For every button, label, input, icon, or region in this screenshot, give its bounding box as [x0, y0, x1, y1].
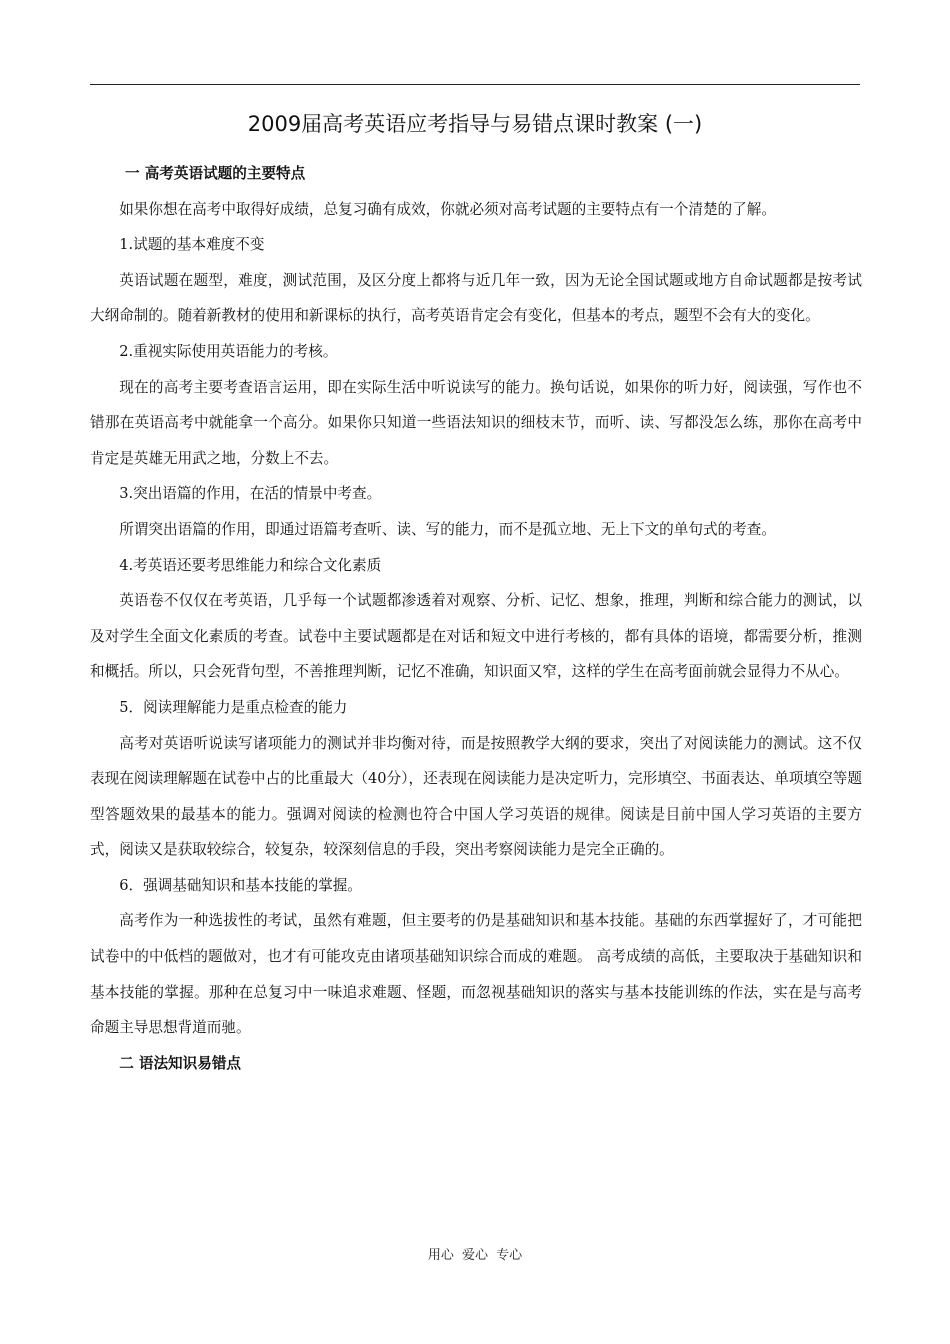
point-body: 高考对英语听说读写诸项能力的测试并非均衡对待，而是按照教学大纲的要求，突出了对阅读能力的测试。这不仅表现在阅读理解题在试卷中占的比重最大（40分），还表现在阅读能力是决定听力，完形填空、书面表达、单项填空等题型答题效果的最基本的能力。强调对阅读的检测也符合中国人学习英语的规律。阅读是目前中国人学习英语的主要方式，阅读又是获取较综合，较复杂，较深刻信息的手段，突出考察阅读能力是完全正确的。	[90, 734, 862, 859]
point-title: 1.试题的基本难度不变	[119, 236, 265, 254]
point-body: 高考作为一种选拔性的考试，虽然有难题，但主要考的仍是基础知识和基本技能。基础的东西掌握好了，才可能把试卷中的中低档的题做对，也才有可能攻克由诸项基础知识综合而成的难题。 高考成绩的高低，主要取决于基础知识和基本技能的掌握。那种在总复习中一味追求难题、怪题，而忽视基础知识的落实与基本技能训练的作法，实在是与高考命题主导思想背道而驰。	[90, 912, 862, 1037]
section-heading-2: 二 语法知识易错点	[119, 1054, 242, 1072]
point-title: 4.考英语还要考思维能力和综合文化素质	[119, 556, 382, 574]
point-body: 所谓突出语篇的作用，即通过语篇考查听、读、写的能力，而不是孤立地、无上下文的单句式的考查。	[119, 520, 776, 538]
header-rule	[90, 84, 860, 85]
point-title: 5．阅读理解能力是重点检查的能力	[119, 698, 348, 716]
page-footer: 用心 爱心 专心	[427, 1248, 523, 1263]
section-intro: 如果你想在高考中取得好成绩，总复习确有成效，你就必须对高考试题的主要特点有一个清楚的了解。	[119, 200, 776, 218]
point-title: 6．强调基础知识和基本技能的掌握。	[119, 876, 362, 894]
point-body: 英语卷不仅仅在考英语，几乎每一个试题都渗透着对观察、分析、记忆、想象，推理，判断和综合能力的测试，以及对学生全面文化素质的考查。试卷中主要试题都是在对话和短文中进行考核的，都有具体的语境，都需要分析，推测和概括。所以，只会死背句型，不善推理判断，记忆不准确，知识面又窄，这样的学生在高考面前就会显得力不从心。	[90, 592, 862, 681]
point-title: 2.重视实际使用英语能力的考核。	[119, 342, 338, 360]
point-title: 3.突出语篇的作用，在活的情景中考查。	[119, 485, 382, 503]
point-body: 现在的高考主要考查语言运用，即在实际生活中听说读写的能力。换句话说，如果你的听力好，阅读强，写作也不错那在英语高考中就能拿一个高分。如果你只知道一些语法知识的细枝末节，而听、读、写都没怎么练，那你在高考中肯定是英雄无用武之地，分数上不去。	[90, 378, 862, 467]
document-body	[90, 156, 862, 1081]
document-title: 2009届高考英语应考指导与易错点课时教案 (一)	[247, 112, 703, 136]
section-heading-1: 一 高考英语试题的主要特点	[125, 165, 306, 182]
point-body: 英语试题在题型，难度，测试范围，及区分度上都将与近几年一致，因为无论全国试题或地方自命试题都是按考试大纲命制的。随着新教材的使用和新课标的执行，高考英语肯定会有变化，但基本的考点，题型不会有大的变化。	[90, 271, 862, 325]
